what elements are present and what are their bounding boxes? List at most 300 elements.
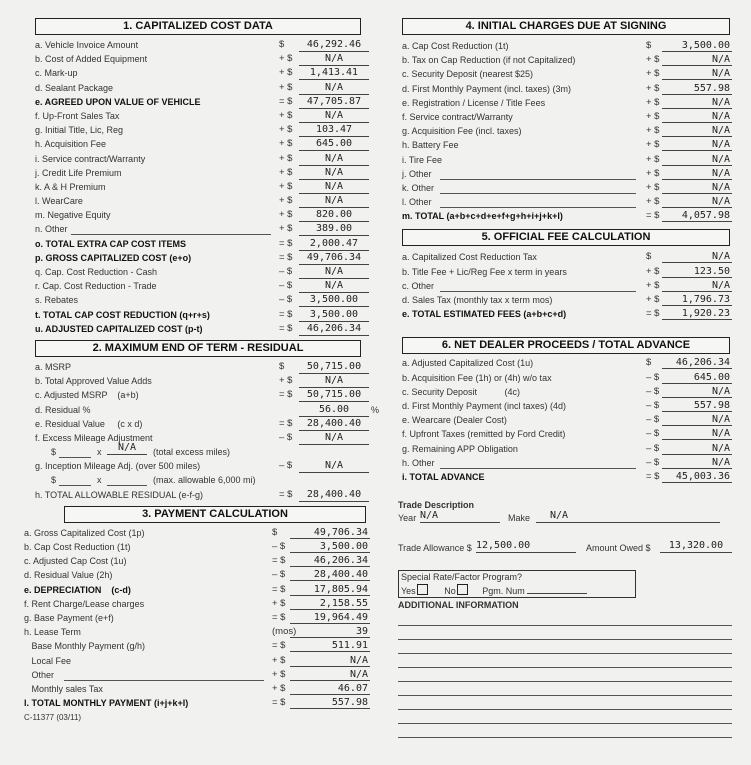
row-label: j. Other — [402, 168, 432, 179]
form-number: C-11377 (03/11) — [24, 713, 82, 723]
form-row — [35, 374, 376, 388]
section-title: 3. PAYMENT CALCULATION — [64, 506, 366, 523]
row-operator: + $ — [646, 125, 660, 137]
row-label: e. Wearcare (Dealer Cost) — [402, 415, 507, 426]
form-row — [398, 470, 733, 484]
other-description-field[interactable] — [440, 168, 636, 180]
other-description-field[interactable] — [64, 669, 264, 681]
row-operator: – $ — [279, 280, 293, 292]
section-title: 1. CAPITALIZED COST DATA — [35, 18, 361, 35]
row-operator: $ — [646, 357, 652, 369]
row-operator: + $ — [279, 180, 293, 192]
trade-allowance-label: Trade Allowance $ — [398, 543, 472, 554]
pgm-num-label: Pgm. Num — [482, 586, 525, 597]
row-label: h. Lease Term — [24, 627, 81, 638]
form-row — [35, 322, 376, 336]
row-operator: = $ — [279, 237, 293, 249]
row-value-field[interactable]: N/A — [299, 167, 369, 180]
row-value-field[interactable]: N/A — [662, 196, 732, 208]
form-row — [24, 611, 376, 625]
row-value-field[interactable]: 645.00 — [299, 138, 369, 151]
form-row — [24, 540, 376, 554]
row-operator: + $ — [279, 195, 293, 207]
excess-miles-value[interactable]: N/A — [107, 442, 147, 455]
max-rate-field[interactable] — [59, 474, 91, 486]
year-field[interactable]: N/A — [420, 510, 500, 523]
row-operator: = $ — [279, 308, 293, 320]
form-row — [398, 39, 733, 53]
row-label: Base Monthly Payment (g/h) — [24, 641, 146, 652]
max-mileage-calc-line — [35, 473, 376, 487]
row-operator: – $ — [646, 371, 660, 383]
row-label: t. TOTAL CAP COST REDUCTION (q+r+s) — [35, 309, 210, 320]
other-description-field[interactable] — [440, 457, 636, 469]
form-row — [398, 209, 733, 223]
form-row — [35, 265, 376, 279]
row-operator: + $ — [279, 152, 293, 164]
form-row — [35, 222, 376, 236]
row-label: k. Other — [402, 182, 435, 193]
excess-mileage-calc-line — [35, 442, 376, 459]
row-operator: + $ — [279, 166, 293, 178]
row-label: k. A & H Premium — [35, 181, 106, 192]
multiply-sign: x — [97, 475, 102, 486]
row-value-field[interactable]: 3,500.00 — [299, 294, 369, 307]
row-label: a. Adjusted Capitalized Cost (1u) — [402, 358, 534, 369]
form-row — [398, 153, 733, 167]
row-label: c. Security Deposit (4c) — [402, 386, 521, 397]
row-value-field[interactable]: 1,413.41 — [299, 67, 369, 80]
row-value-field[interactable]: N/A — [662, 97, 732, 109]
row-label: l. Other — [402, 197, 432, 208]
row-label: a. Vehicle Invoice Amount — [35, 40, 139, 50]
row-operator: + $ — [646, 139, 660, 151]
row-operator: + $ — [646, 279, 660, 291]
row-value-field[interactable]: N/A — [662, 154, 732, 166]
row-value-field[interactable]: N/A — [662, 414, 732, 426]
form-row — [35, 360, 376, 374]
row-operator: + $ — [646, 110, 660, 122]
make-label: Make — [508, 513, 531, 524]
row-operator: = $ — [279, 389, 293, 401]
row-operator: – $ — [272, 569, 286, 581]
row-value-field[interactable]: 103.47 — [299, 124, 369, 137]
row-operator: + $ — [279, 209, 293, 221]
form-row — [24, 568, 376, 582]
row-label: p. GROSS CAPITALIZED COST (e+o) — [35, 252, 192, 263]
row-label: Monthly sales Tax — [24, 683, 103, 694]
form-row — [24, 682, 376, 696]
row-label: b. Tax on Cap Reduction (if not Capitalized) — [402, 55, 576, 66]
row-operator: + $ — [646, 54, 660, 66]
row-value-field[interactable]: N/A — [662, 68, 732, 80]
row-value-field[interactable]: N/A — [299, 53, 369, 66]
row-value-field[interactable]: N/A — [662, 111, 732, 123]
form-row — [35, 208, 376, 222]
row-label: i. TOTAL ADVANCE — [402, 471, 485, 482]
row-value-field[interactable]: N/A — [662, 443, 732, 455]
row-value-field[interactable]: 28,400.40 — [299, 418, 369, 431]
row-label: d. First Monthly Payment (incl taxes) (4d) — [402, 400, 567, 411]
row-label: n. Other — [35, 224, 68, 235]
row-label: h. Other — [402, 457, 435, 468]
form-row — [398, 195, 733, 209]
multiply-sign: x — [97, 447, 102, 458]
row-operator: = $ — [646, 210, 660, 222]
row-value-field[interactable]: N/A — [299, 110, 369, 123]
row-value-field[interactable]: N/A — [662, 457, 732, 469]
row-label: r. Cap. Cost Reduction - Trade — [35, 281, 157, 292]
section-title: 4. INITIAL CHARGES DUE AT SIGNING — [402, 18, 730, 35]
row-operator: – $ — [646, 385, 660, 397]
form-row — [398, 53, 733, 67]
form-row — [398, 442, 733, 456]
row-value-field[interactable]: 820.00 — [299, 209, 369, 222]
form-row — [35, 166, 376, 180]
row-operator: = $ — [272, 555, 286, 567]
row-value-field[interactable]: N/A — [662, 54, 732, 66]
row-value-field[interactable]: 557.98 — [662, 83, 732, 95]
form-row — [35, 488, 376, 502]
row-value-field[interactable]: 1,920.23 — [662, 308, 732, 320]
row-value-field[interactable]: 56.00 — [299, 404, 369, 417]
row-operator: + $ — [646, 96, 660, 108]
row-operator: – $ — [279, 266, 293, 277]
row-operator: + $ — [272, 597, 286, 609]
row-label: f. Excess Mileage Adjustment — [35, 432, 153, 443]
right-column — [398, 18, 733, 738]
row-label: l. TOTAL MONTHLY PAYMENT (i+j+k+l) — [24, 698, 189, 709]
row-value-field[interactable]: 49,706.34 — [290, 527, 370, 539]
row-label: f. Rent Charge/Lease charges — [24, 598, 145, 609]
section-title: 6. NET DEALER PROCEEDS / TOTAL ADVANCE — [402, 337, 730, 354]
row-value-field[interactable]: 3,500.00 — [662, 40, 732, 52]
row-value-field[interactable]: 645.00 — [662, 372, 732, 384]
row-label: l. WearCare — [35, 196, 83, 207]
row-value-field[interactable]: N/A — [299, 195, 369, 208]
row-label: b. Total Approved Value Adds — [35, 376, 152, 387]
row-value-field[interactable]: N/A — [290, 655, 370, 667]
row-operator: + $ — [646, 167, 660, 179]
row-value-field[interactable]: 389.00 — [299, 223, 369, 236]
left-column — [24, 18, 380, 723]
row-value-field[interactable]: N/A — [662, 182, 732, 194]
row-value-field[interactable]: 50,715.00 — [299, 361, 369, 374]
other-description-field[interactable] — [71, 223, 271, 235]
row-label: h. Acquisition Fee — [35, 139, 107, 150]
row-value-field[interactable]: 47,705.87 — [299, 96, 369, 109]
other-description-field[interactable] — [440, 196, 636, 208]
row-operator: + $ — [646, 294, 660, 305]
row-operator: – $ — [646, 442, 660, 454]
row-operator: $ — [279, 39, 285, 50]
section-official-fees — [398, 229, 733, 321]
trade-description — [398, 500, 733, 556]
row-value-field[interactable]: N/A — [299, 432, 369, 445]
row-label: e. Residual Value (c x d) — [35, 418, 143, 429]
row-label: g. Initial Title, Lic, Reg — [35, 125, 124, 136]
trade-description-title: Trade Description — [398, 500, 475, 511]
form-row — [24, 625, 376, 639]
row-value-field[interactable]: N/A — [299, 82, 369, 95]
form-row — [35, 38, 376, 52]
row-operator: (mos) — [272, 626, 297, 638]
section-capitalized-cost — [35, 18, 376, 336]
row-operator: = $ — [272, 697, 286, 709]
row-value-field[interactable]: N/A — [662, 168, 732, 180]
row-operator: + $ — [646, 153, 660, 165]
row-operator: = $ — [279, 322, 293, 334]
row-label: i. Service contract/Warranty — [35, 153, 146, 164]
row-operator: – $ — [279, 431, 293, 443]
row-value-field[interactable]: 46,292.46 — [299, 39, 369, 52]
row-label: Local Fee — [24, 655, 72, 666]
row-value-field[interactable]: N/A — [662, 428, 732, 440]
row-label: e. DEPRECIATION (c-d) — [24, 584, 131, 595]
row-operator: – $ — [272, 541, 286, 552]
row-value-field[interactable]: 45,003.36 — [662, 471, 732, 483]
pgm-num-field[interactable] — [527, 593, 587, 594]
form-row — [398, 427, 733, 441]
row-value-field[interactable]: N/A — [299, 153, 369, 166]
row-value-field[interactable]: 4,057.98 — [662, 210, 732, 222]
row-label: a. MSRP — [35, 361, 72, 372]
form-row — [398, 110, 733, 124]
form-row — [35, 137, 376, 151]
row-operator: + $ — [279, 138, 293, 150]
row-label: f. Up-Front Sales Tax — [35, 110, 120, 121]
row-label: e. AGREED UPON VALUE OF VEHICLE — [35, 96, 201, 107]
row-value-field[interactable]: 49,706.34 — [299, 252, 369, 265]
row-operator: + $ — [279, 223, 293, 235]
row-label: d. Sealant Package — [35, 82, 114, 93]
row-value-field[interactable]: N/A — [662, 139, 732, 151]
special-rate-box — [398, 570, 636, 598]
row-value-field[interactable]: 17,805.94 — [290, 584, 370, 596]
row-operator: + $ — [279, 375, 293, 387]
row-label: u. ADJUSTED CAPITALIZED COST (p-t) — [35, 323, 203, 334]
row-operator: + $ — [272, 654, 286, 666]
section-payment — [24, 506, 376, 722]
row-value-field[interactable]: N/A — [299, 375, 369, 388]
row-value-field[interactable]: 28,400.40 — [299, 489, 369, 502]
row-operator: $ — [279, 360, 285, 372]
form-row — [35, 293, 376, 307]
row-label: j. Credit Life Premium — [35, 167, 122, 178]
row-value-field[interactable]: 3,500.00 — [299, 309, 369, 322]
row-label: d. First Monthly Payment (incl. taxes) (3m) — [402, 83, 572, 94]
excess-miles-note: (total excess miles) — [153, 447, 231, 458]
form-row — [35, 388, 376, 402]
row-value-field[interactable]: 123.50 — [662, 266, 732, 278]
row-label: c. Mark-up — [35, 68, 78, 79]
row-value-field[interactable]: 46,206.34 — [662, 357, 732, 369]
row-value-field[interactable]: 28,400.40 — [290, 569, 370, 581]
yes-checkbox[interactable] — [417, 584, 428, 595]
row-label: g. Inception Mileage Adj. (over 500 miles) — [35, 461, 201, 472]
max-miles-field[interactable] — [107, 474, 147, 486]
row-operator: + $ — [646, 82, 660, 94]
row-label: d. Residual Value (2h) — [24, 570, 113, 581]
row-label: s. Rebates — [35, 295, 79, 306]
row-operator: + $ — [646, 181, 660, 193]
form-row — [35, 66, 376, 80]
row-label: h. Battery Fee — [402, 140, 459, 151]
form-row — [398, 250, 733, 264]
form-row — [24, 597, 376, 611]
form-row — [24, 654, 376, 668]
dollar-sign: $ — [51, 447, 57, 458]
section-residual — [35, 340, 380, 502]
form-row — [35, 194, 376, 208]
row-operator: + $ — [272, 682, 286, 694]
form-row — [35, 279, 376, 293]
form-row — [398, 96, 733, 110]
row-operator: = $ — [646, 470, 660, 482]
row-operator: – $ — [646, 414, 660, 426]
row-label: q. Cap. Cost Reduction - Cash — [35, 267, 158, 277]
row-operator: $ — [646, 251, 652, 263]
row-operator: = $ — [646, 308, 660, 320]
form-row — [398, 181, 733, 195]
form-row — [398, 279, 733, 293]
form-row — [24, 526, 376, 540]
form-row — [35, 431, 376, 445]
excess-rate-field[interactable] — [59, 446, 91, 458]
row-label: m. Negative Equity — [35, 210, 111, 221]
form-row — [398, 265, 733, 279]
form-row — [24, 696, 376, 710]
row-label: e. TOTAL ESTIMATED FEES (a+b+c+d) — [402, 309, 567, 320]
form-row — [398, 67, 733, 81]
row-label: b. Cap Cost Reduction (1t) — [24, 542, 131, 552]
row-operator: – $ — [646, 428, 660, 440]
form-row — [398, 399, 733, 413]
form-row — [398, 82, 733, 96]
row-value-field[interactable]: 511.91 — [290, 640, 370, 652]
row-value-field[interactable]: N/A — [299, 181, 369, 194]
row-label: h. TOTAL ALLOWABLE RESIDUAL (e-f-g) — [35, 489, 204, 500]
form-row — [35, 251, 376, 265]
form-row — [35, 123, 376, 137]
additional-info-title: ADDITIONAL INFORMATION — [398, 600, 519, 611]
form-row — [398, 456, 733, 470]
amount-owed-label: Amount Owed $ — [586, 543, 651, 554]
form-row — [35, 152, 376, 166]
additional-info-lines[interactable] — [398, 612, 732, 738]
year-label: Year — [398, 513, 417, 524]
trade-allowance-field[interactable]: 12,500.00 — [476, 540, 576, 553]
row-value-field[interactable]: N/A — [299, 266, 369, 279]
row-operator: = $ — [272, 611, 286, 623]
yes-label: Yes — [401, 586, 416, 597]
row-value-field[interactable]: 46,206.34 — [290, 555, 370, 567]
form-row — [398, 356, 733, 370]
row-operator: + $ — [646, 196, 660, 208]
section-initial-charges — [398, 18, 733, 223]
row-label: a. Capitalized Cost Reduction Tax — [402, 252, 537, 263]
form-row — [398, 413, 733, 427]
row-operator: – $ — [279, 294, 293, 306]
form-row — [35, 180, 376, 194]
row-value-field[interactable]: 557.98 — [290, 697, 370, 709]
row-value-field[interactable]: N/A — [299, 280, 369, 293]
no-checkbox[interactable] — [457, 584, 468, 595]
row-value-field[interactable]: N/A — [662, 386, 732, 398]
amount-owed-field[interactable]: 13,320.00 — [660, 540, 732, 553]
row-label: c. Adjusted Cap Cost (1u) — [24, 556, 127, 567]
row-value-field[interactable]: N/A — [662, 251, 732, 263]
row-value-field[interactable]: 39 — [290, 626, 370, 638]
row-value-field[interactable]: 2,158.55 — [290, 598, 370, 610]
form-row — [398, 124, 733, 138]
row-operator: + $ — [279, 67, 293, 79]
row-value-field[interactable]: N/A — [299, 460, 369, 473]
row-label: d. Sales Tax (monthly tax x term mos) — [402, 295, 553, 305]
row-operator: – $ — [646, 399, 660, 411]
row-label: c. Other — [402, 280, 435, 291]
form-row — [35, 81, 376, 95]
form-row — [35, 308, 376, 322]
other-description-field[interactable] — [440, 280, 636, 292]
row-label: c. Security Deposit (nearest $25) — [402, 69, 534, 80]
row-label: c. Adjusted MSRP (a+b) — [35, 390, 139, 401]
row-value-field[interactable]: N/A — [662, 125, 732, 137]
other-description-field[interactable] — [440, 182, 636, 194]
row-value-field[interactable]: 557.98 — [662, 400, 732, 412]
form-row — [35, 95, 376, 109]
row-value-field[interactable]: 2,000.47 — [299, 238, 369, 251]
form-row — [35, 403, 380, 417]
form-row — [24, 668, 376, 682]
dollar-sign: $ — [51, 475, 57, 486]
form-row — [24, 583, 376, 597]
row-label: i. Tire Fee — [402, 154, 443, 165]
make-field[interactable]: N/A — [536, 510, 720, 523]
row-value-field[interactable]: N/A — [662, 280, 732, 292]
row-value-field[interactable]: 19,964.49 — [290, 612, 370, 624]
row-operator: = $ — [279, 417, 293, 429]
row-value-field[interactable]: 46.07 — [290, 683, 370, 695]
row-label: d. Residual % — [35, 404, 91, 415]
section-title: 2. MAXIMUM END OF TERM - RESIDUAL — [35, 340, 361, 357]
row-operator: = $ — [272, 640, 286, 652]
special-rate-title: Special Rate/Factor Program? — [401, 572, 523, 583]
form-row — [398, 138, 733, 152]
row-value-field[interactable]: 3,500.00 — [290, 541, 370, 553]
row-label: g. Acquisition Fee (incl. taxes) — [402, 126, 522, 137]
row-operator: – $ — [279, 460, 293, 472]
row-operator: – $ — [646, 456, 660, 468]
form-row — [398, 385, 733, 399]
no-label: No — [444, 586, 456, 597]
form-row — [398, 307, 733, 321]
row-label: a. Gross Capitalized Cost (1p) — [24, 527, 145, 538]
row-operator: = $ — [279, 95, 293, 107]
form-row — [24, 554, 376, 568]
row-value-field[interactable]: 1,796.73 — [662, 294, 732, 306]
row-value-field[interactable]: 46,206.34 — [299, 323, 369, 336]
row-label: b. Cost of Added Equipment — [35, 54, 148, 65]
form-row — [398, 293, 733, 307]
row-operator: = $ — [279, 488, 293, 500]
row-label: f. Service contract/Warranty — [402, 111, 513, 122]
row-value-field[interactable]: N/A — [290, 669, 370, 681]
row-value-field[interactable]: 50,715.00 — [299, 389, 369, 402]
row-label: o. TOTAL EXTRA CAP COST ITEMS — [35, 238, 187, 249]
row-label: Other — [24, 669, 55, 680]
row-label: f. Upfront Taxes (remitted by Ford Credit) — [402, 429, 566, 440]
